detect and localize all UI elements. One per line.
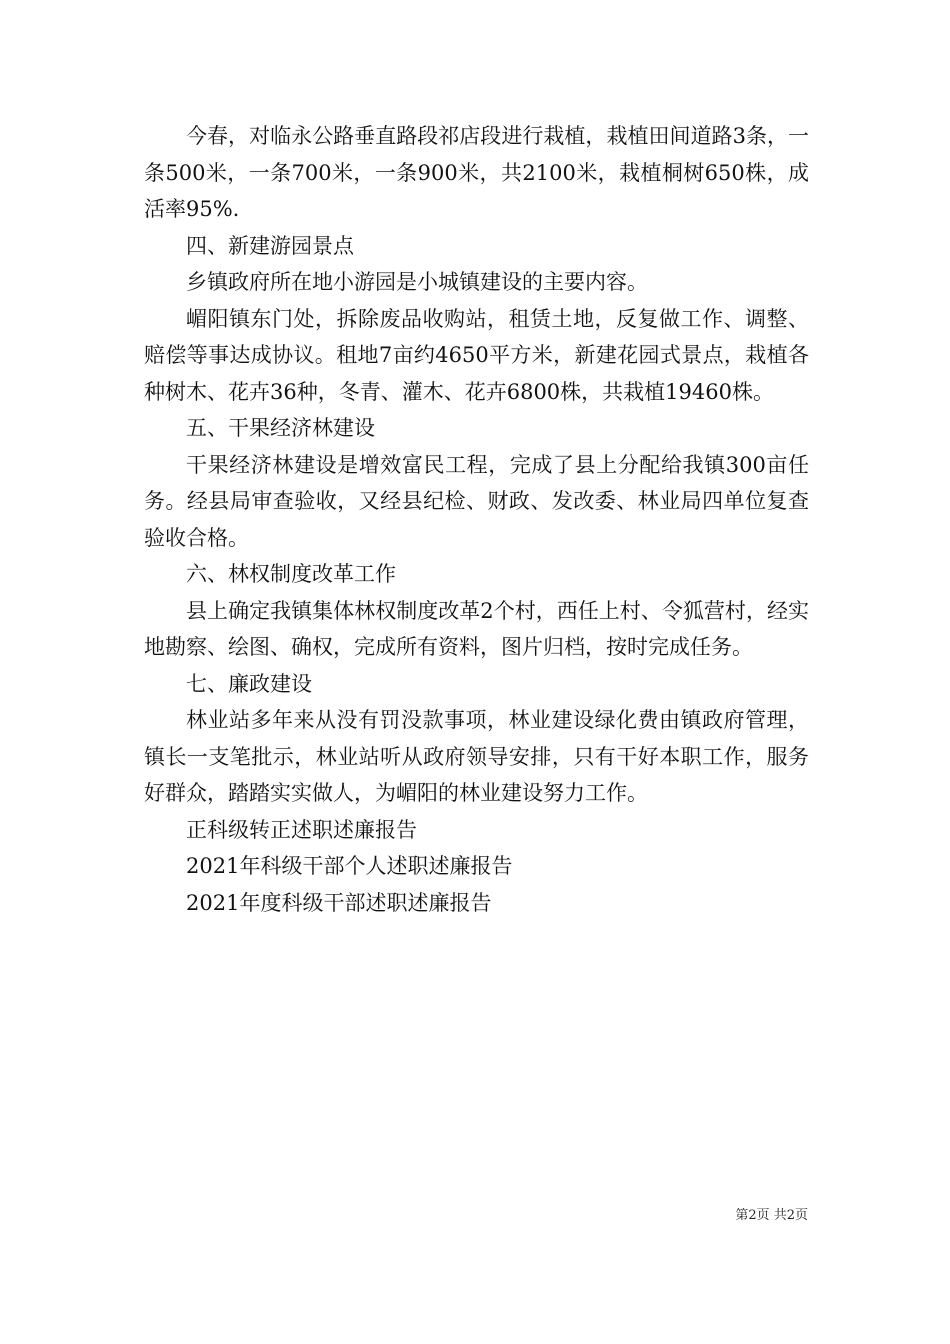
related-link-1[interactable]: 正科级转正述职述廉报告: [186, 817, 417, 842]
document-body: [144, 118, 809, 921]
related-link-3[interactable]: 2021年度科级干部述职述廉报告: [186, 890, 492, 915]
paragraph-park-details: 嵋阳镇东门处，拆除废品收购站，租赁土地，反复做工作、调整、赔偿等事达成协议。租地7亩约4650平方米，新建花园式景点，栽植各种树木、花卉36种，冬青、灌木、花卉6800株，共栽植19460株。: [144, 306, 809, 404]
section-heading-5: 五、干果经济林建设: [186, 416, 375, 440]
paragraph-forest-reform: 县上确定我镇集体林权制度改革2个村，西任上村、令狐营村，经实地勘察、绘图、确权，完成所有资料，图片归档，按时完成任务。: [144, 598, 809, 659]
paragraph-park-intro: 乡镇政府所在地小游园是小城镇建设的主要内容。: [186, 270, 648, 294]
paragraph-orchard: 干果经济林建设是增效富民工程，完成了县上分配给我镇300亩任务。经县局审查验收，又经县纪检、财政、发改委、林业局四单位复查验收合格。: [144, 452, 809, 550]
paragraph-integrity: 林业站多年来从没有罚没款事项，林业建设绿化费由镇政府管理，镇长一支笔批示，林业站听从政府领导安排，只有干好本职工作，服务好群众，踏踏实实做人，为嵋阳的林业建设努力工作。: [144, 708, 809, 805]
section-heading-4: 四、新建游园景点: [186, 233, 354, 258]
section-heading-7: 七、廉政建设: [186, 671, 312, 696]
paragraph-planting: 今春，对临永公路垂直路段祁店段进行栽植，栽植田间道路3条，一条500米，一条700米，一条900米，共2100米，栽植桐树650株，成活率95%.: [144, 124, 809, 221]
section-heading-6: 六、林权制度改革工作: [186, 562, 396, 586]
related-link-2[interactable]: 2021年科级干部个人述职述廉报告: [186, 854, 513, 878]
page-number: 第2页 共2页: [735, 1208, 808, 1223]
